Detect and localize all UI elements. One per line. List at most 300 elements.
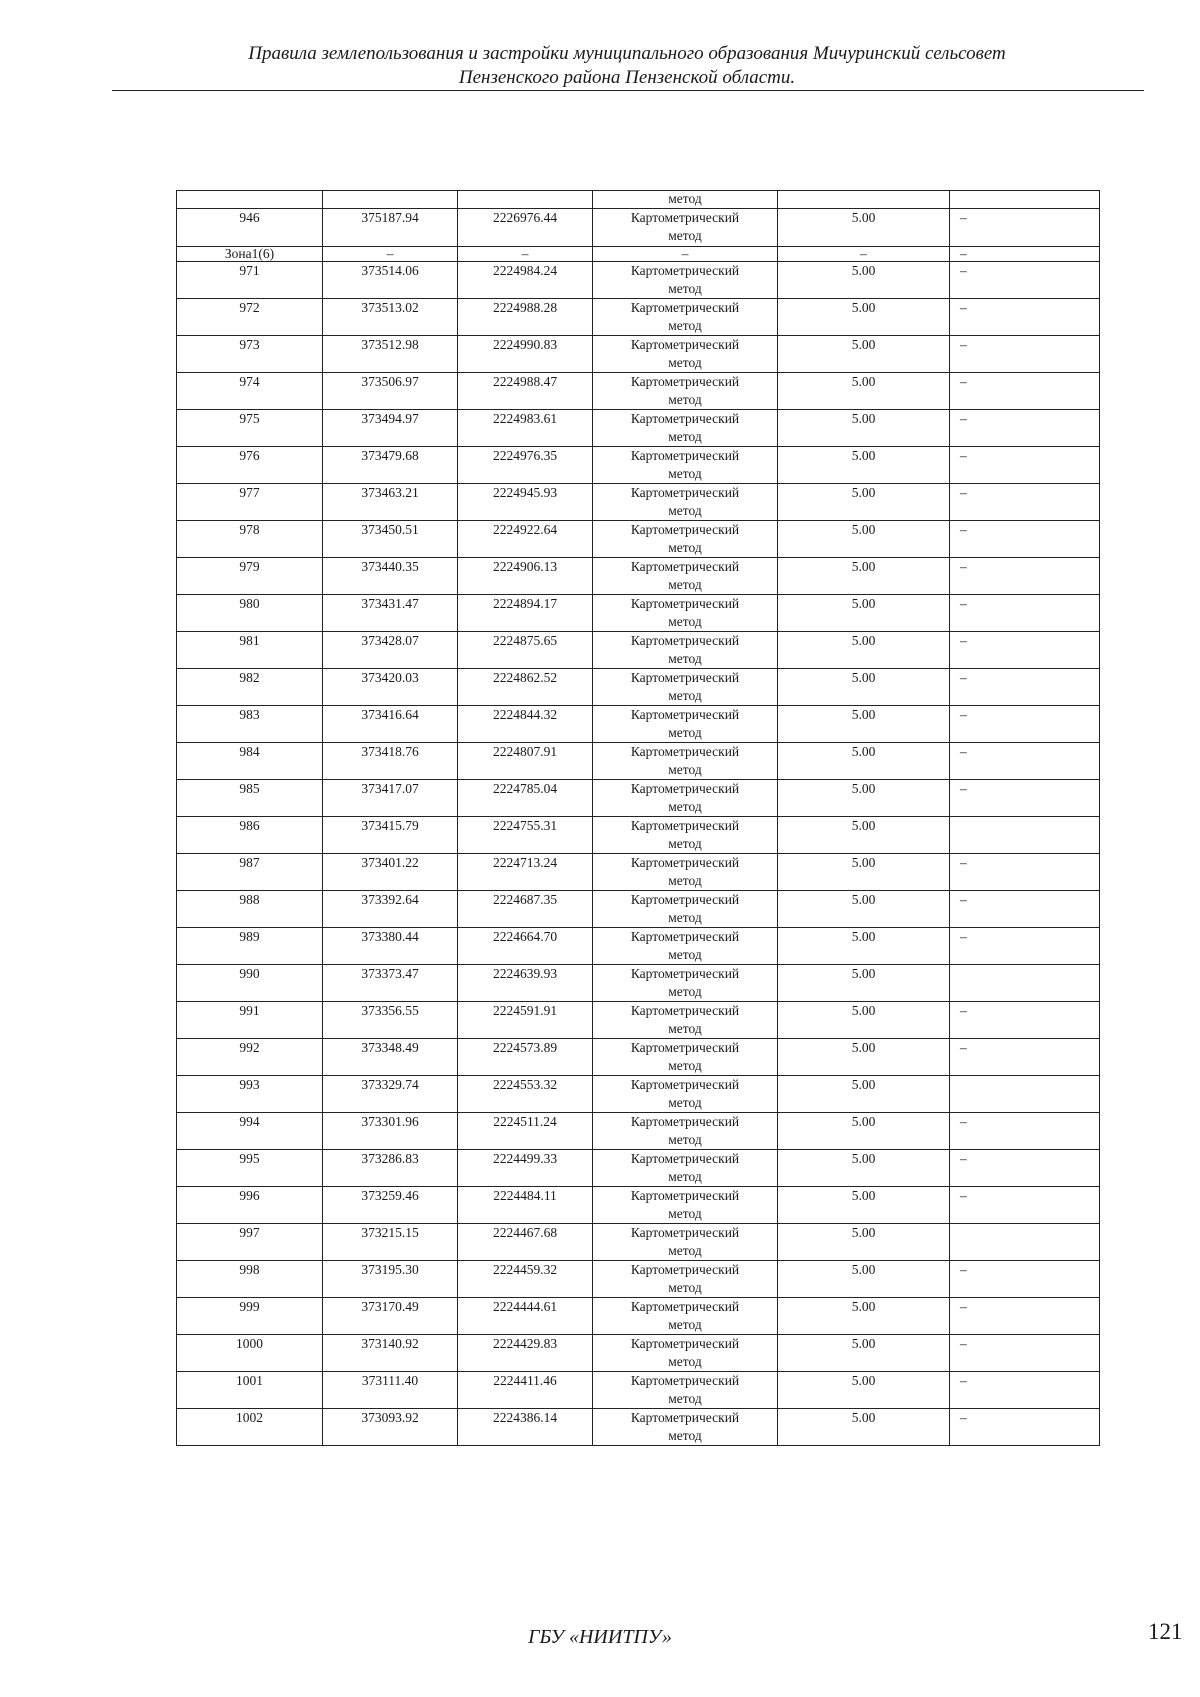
method-line-1: Картометрический bbox=[630, 1077, 740, 1092]
method-line-1: Картометрический bbox=[630, 1225, 740, 1240]
method-line-2: метод bbox=[668, 984, 702, 999]
cell-x: – bbox=[323, 247, 458, 262]
method-line-2: метод bbox=[668, 1317, 702, 1332]
method-line-2: метод bbox=[668, 1021, 702, 1036]
cell-accuracy: 5.00 bbox=[778, 817, 950, 854]
cell-x: 373479.68 bbox=[323, 447, 458, 484]
method-line-1: Картометрический bbox=[630, 411, 740, 426]
method-line-2: метод bbox=[668, 228, 702, 243]
cell-y: 2224467.68 bbox=[458, 1224, 593, 1261]
cell-x: 373417.07 bbox=[323, 780, 458, 817]
cell-x: 373506.97 bbox=[323, 373, 458, 410]
method-line-1: Картометрический bbox=[630, 485, 740, 500]
table-row bbox=[177, 706, 1100, 743]
cell-x: 373428.07 bbox=[323, 632, 458, 669]
table-row bbox=[177, 1224, 1100, 1261]
cell-x: 373401.22 bbox=[323, 854, 458, 891]
cell-method bbox=[593, 854, 778, 891]
cell-note: – bbox=[950, 706, 1100, 743]
method-line-2: метод bbox=[668, 1354, 702, 1369]
cell-method: – bbox=[593, 247, 778, 262]
cell-y: 2224990.83 bbox=[458, 336, 593, 373]
cell-x: 373450.51 bbox=[323, 521, 458, 558]
cell-y: 2224984.24 bbox=[458, 262, 593, 299]
method-line-1: Картометрический bbox=[630, 1188, 740, 1203]
method-line-1: Картометрический bbox=[630, 374, 740, 389]
cell-y: 2224444.61 bbox=[458, 1298, 593, 1335]
cell-point: 977 bbox=[177, 484, 323, 521]
method-line-2: метод bbox=[668, 725, 702, 740]
cell-x: 373418.76 bbox=[323, 743, 458, 780]
cell-note: – bbox=[950, 410, 1100, 447]
method-line-2: метод bbox=[668, 688, 702, 703]
cell-accuracy: 5.00 bbox=[778, 1409, 950, 1446]
cell-note: – bbox=[950, 632, 1100, 669]
method-line-1: Картометрический bbox=[630, 1151, 740, 1166]
cell-method bbox=[593, 595, 778, 632]
method-line-2: метод bbox=[668, 466, 702, 481]
cell-accuracy: 5.00 bbox=[778, 521, 950, 558]
cell-method bbox=[593, 558, 778, 595]
cell-point: 998 bbox=[177, 1261, 323, 1298]
cell-accuracy: 5.00 bbox=[778, 1224, 950, 1261]
cell-y: 2224894.17 bbox=[458, 595, 593, 632]
cell-note: – bbox=[950, 595, 1100, 632]
cell-y: 2224499.33 bbox=[458, 1150, 593, 1187]
cell-method bbox=[593, 262, 778, 299]
cell-x: 373301.96 bbox=[323, 1113, 458, 1150]
cell-method bbox=[593, 1409, 778, 1446]
table-row bbox=[177, 1261, 1100, 1298]
method-line-1: Картометрический bbox=[630, 1040, 740, 1055]
method-line-2: метод bbox=[668, 503, 702, 518]
method-line-1: Картометрический bbox=[630, 559, 740, 574]
cell-note: – bbox=[950, 891, 1100, 928]
cell-y: 2224844.32 bbox=[458, 706, 593, 743]
method-line-1: Картометрический bbox=[630, 263, 740, 278]
method-line-1: Картометрический bbox=[630, 929, 740, 944]
cell-accuracy: 5.00 bbox=[778, 558, 950, 595]
cell-note: – bbox=[950, 1409, 1100, 1446]
coordinates-table bbox=[176, 190, 1100, 1446]
table-row bbox=[177, 299, 1100, 336]
method-line-2: метод bbox=[668, 1391, 702, 1406]
cell-point: 982 bbox=[177, 669, 323, 706]
table-row bbox=[177, 1150, 1100, 1187]
table-row bbox=[177, 1187, 1100, 1224]
cell-y bbox=[458, 191, 593, 209]
method-line-2: метод bbox=[668, 1243, 702, 1258]
cell-note: – bbox=[950, 1261, 1100, 1298]
cell-note: – bbox=[950, 1039, 1100, 1076]
cell-method bbox=[593, 1039, 778, 1076]
cell-accuracy: 5.00 bbox=[778, 1002, 950, 1039]
table-row bbox=[177, 521, 1100, 558]
cell-method bbox=[593, 928, 778, 965]
cell-note: – bbox=[950, 928, 1100, 965]
cell-point: 999 bbox=[177, 1298, 323, 1335]
cell-accuracy: 5.00 bbox=[778, 928, 950, 965]
page-header bbox=[112, 42, 1142, 90]
cell-accuracy: 5.00 bbox=[778, 410, 950, 447]
method-line-1: Картометрический bbox=[630, 596, 740, 611]
cell-point: 974 bbox=[177, 373, 323, 410]
cell-method bbox=[593, 632, 778, 669]
table-row bbox=[177, 1372, 1100, 1409]
table-row bbox=[177, 1335, 1100, 1372]
cell-method bbox=[593, 1113, 778, 1150]
method-line-2: метод bbox=[668, 355, 702, 370]
footer-org: ГБУ «НИИТПУ» bbox=[528, 1626, 672, 1648]
cell-y: 2224922.64 bbox=[458, 521, 593, 558]
cell-x: 373512.98 bbox=[323, 336, 458, 373]
cell-x: 373415.79 bbox=[323, 817, 458, 854]
cell-point: 946 bbox=[177, 209, 323, 247]
method-line-2: метод bbox=[668, 1132, 702, 1147]
cell-method bbox=[593, 1002, 778, 1039]
cell-note bbox=[950, 1076, 1100, 1113]
cell-accuracy: 5.00 bbox=[778, 965, 950, 1002]
cell-method bbox=[593, 1372, 778, 1409]
method-line-1: Картометрический bbox=[630, 1336, 740, 1351]
cell-note: – bbox=[950, 558, 1100, 595]
cell-method bbox=[593, 373, 778, 410]
method-line-1: Картометрический bbox=[630, 670, 740, 685]
cell-y: 2224484.11 bbox=[458, 1187, 593, 1224]
cell-x: 373348.49 bbox=[323, 1039, 458, 1076]
cell-method: метод bbox=[593, 191, 778, 209]
cell-method bbox=[593, 965, 778, 1002]
cell-point: 971 bbox=[177, 262, 323, 299]
cell-note: – bbox=[950, 1335, 1100, 1372]
cell-method bbox=[593, 484, 778, 521]
cell-accuracy: – bbox=[778, 247, 950, 262]
cell-accuracy: 5.00 bbox=[778, 780, 950, 817]
cell-y: 2224875.65 bbox=[458, 632, 593, 669]
cell-accuracy: 5.00 bbox=[778, 595, 950, 632]
cell-accuracy: 5.00 bbox=[778, 1261, 950, 1298]
cell-accuracy: 5.00 bbox=[778, 632, 950, 669]
header-rule bbox=[112, 90, 1144, 91]
cell-accuracy: 5.00 bbox=[778, 336, 950, 373]
header-line-1: Правила землепользования и застройки муниципального образования Мичуринский сельсовет bbox=[248, 43, 1006, 64]
method-line-2: метод bbox=[668, 1058, 702, 1073]
cell-zone-name: Зона1(6) bbox=[177, 247, 323, 262]
table-row-continued bbox=[177, 191, 1100, 209]
method-line-2: метод bbox=[668, 1428, 702, 1443]
cell-point: 989 bbox=[177, 928, 323, 965]
cell-point: 991 bbox=[177, 1002, 323, 1039]
cell-accuracy: 5.00 bbox=[778, 484, 950, 521]
method-line-1: Картометрический bbox=[630, 448, 740, 463]
method-line-1: Картометрический bbox=[630, 1003, 740, 1018]
table-row bbox=[177, 1298, 1100, 1335]
cell-point: 986 bbox=[177, 817, 323, 854]
cell-point: 997 bbox=[177, 1224, 323, 1261]
table-row-zone bbox=[177, 247, 1100, 262]
method-line-2: метод bbox=[668, 540, 702, 555]
cell-point: 988 bbox=[177, 891, 323, 928]
method-line-1: Картометрический bbox=[630, 781, 740, 796]
method-line-2: метод bbox=[668, 873, 702, 888]
cell-y: 2224862.52 bbox=[458, 669, 593, 706]
cell-method bbox=[593, 1224, 778, 1261]
cell-x: 373420.03 bbox=[323, 669, 458, 706]
method-line-2: метод bbox=[668, 392, 702, 407]
cell-x: 373111.40 bbox=[323, 1372, 458, 1409]
cell-accuracy: 5.00 bbox=[778, 669, 950, 706]
method-line-2: метод bbox=[668, 614, 702, 629]
method-line-2: метод bbox=[668, 318, 702, 333]
cell-note: – bbox=[950, 373, 1100, 410]
method-line-2: метод bbox=[668, 429, 702, 444]
cell-note: – bbox=[950, 247, 1100, 262]
cell-y: 2224976.35 bbox=[458, 447, 593, 484]
cell-note: – bbox=[950, 854, 1100, 891]
cell-method bbox=[593, 743, 778, 780]
cell-note bbox=[950, 965, 1100, 1002]
method-line-1: Картометрический bbox=[630, 633, 740, 648]
table-row bbox=[177, 743, 1100, 780]
cell-note: – bbox=[950, 669, 1100, 706]
cell-x: 373140.92 bbox=[323, 1335, 458, 1372]
cell-note bbox=[950, 191, 1100, 209]
cell-method bbox=[593, 1076, 778, 1113]
cell-method bbox=[593, 817, 778, 854]
coordinates-table-body bbox=[177, 191, 1100, 1446]
cell-y: 2224988.28 bbox=[458, 299, 593, 336]
cell-y: 2224591.91 bbox=[458, 1002, 593, 1039]
cell-point: 987 bbox=[177, 854, 323, 891]
cell-note: – bbox=[950, 780, 1100, 817]
cell-x: 373195.30 bbox=[323, 1261, 458, 1298]
cell-x: 373373.47 bbox=[323, 965, 458, 1002]
cell-method bbox=[593, 299, 778, 336]
cell-method bbox=[593, 1335, 778, 1372]
cell-accuracy: 5.00 bbox=[778, 1150, 950, 1187]
cell-point: 973 bbox=[177, 336, 323, 373]
table-row bbox=[177, 817, 1100, 854]
cell-method bbox=[593, 669, 778, 706]
cell-note: – bbox=[950, 209, 1100, 247]
cell-point: 983 bbox=[177, 706, 323, 743]
table-row bbox=[177, 595, 1100, 632]
method-line-2: метод bbox=[668, 799, 702, 814]
cell-accuracy: 5.00 bbox=[778, 1298, 950, 1335]
cell-note: – bbox=[950, 1298, 1100, 1335]
cell-accuracy: 5.00 bbox=[778, 854, 950, 891]
cell-x: 373431.47 bbox=[323, 595, 458, 632]
cell-point: 990 bbox=[177, 965, 323, 1002]
cell-x: 373416.64 bbox=[323, 706, 458, 743]
cell-accuracy: 5.00 bbox=[778, 1076, 950, 1113]
cell-method bbox=[593, 706, 778, 743]
method-line-1: Картометрический bbox=[630, 300, 740, 315]
table-row bbox=[177, 373, 1100, 410]
method-line-1: Картометрический bbox=[630, 210, 740, 225]
cell-note: – bbox=[950, 521, 1100, 558]
table-row bbox=[177, 928, 1100, 965]
cell-accuracy: 5.00 bbox=[778, 1039, 950, 1076]
cell-x: 375187.94 bbox=[323, 209, 458, 247]
table-row bbox=[177, 447, 1100, 484]
cell-point: 985 bbox=[177, 780, 323, 817]
method-line-1: Картометрический bbox=[630, 892, 740, 907]
cell-y: 2224429.83 bbox=[458, 1335, 593, 1372]
cell-method bbox=[593, 1187, 778, 1224]
cell-accuracy: 5.00 bbox=[778, 891, 950, 928]
cell-x bbox=[323, 191, 458, 209]
cell-y: 2224906.13 bbox=[458, 558, 593, 595]
cell-accuracy: 5.00 bbox=[778, 743, 950, 780]
cell-note: – bbox=[950, 299, 1100, 336]
cell-x: 373286.83 bbox=[323, 1150, 458, 1187]
table-row bbox=[177, 336, 1100, 373]
cell-accuracy: 5.00 bbox=[778, 1335, 950, 1372]
cell-method bbox=[593, 209, 778, 247]
cell-y: 2224713.24 bbox=[458, 854, 593, 891]
cell-point: 1000 bbox=[177, 1335, 323, 1372]
cell-note: – bbox=[950, 1002, 1100, 1039]
cell-method bbox=[593, 780, 778, 817]
cell-note: – bbox=[950, 1150, 1100, 1187]
cell-note: – bbox=[950, 1372, 1100, 1409]
cell-accuracy: 5.00 bbox=[778, 1113, 950, 1150]
cell-point: 984 bbox=[177, 743, 323, 780]
cell-x: 373093.92 bbox=[323, 1409, 458, 1446]
cell-y: 2224988.47 bbox=[458, 373, 593, 410]
cell-accuracy: 5.00 bbox=[778, 262, 950, 299]
cell-x: 373392.64 bbox=[323, 891, 458, 928]
table-row bbox=[177, 891, 1100, 928]
cell-y: 2224945.93 bbox=[458, 484, 593, 521]
cell-method bbox=[593, 1261, 778, 1298]
cell-note: – bbox=[950, 1113, 1100, 1150]
cell-y: 2224459.32 bbox=[458, 1261, 593, 1298]
cell-x: 373259.46 bbox=[323, 1187, 458, 1224]
table-row bbox=[177, 965, 1100, 1002]
method-line-2: метод bbox=[668, 1169, 702, 1184]
method-line-1: Картометрический bbox=[630, 818, 740, 833]
cell-y: 2224755.31 bbox=[458, 817, 593, 854]
cell-method bbox=[593, 447, 778, 484]
cell-note: – bbox=[950, 336, 1100, 373]
method-line-2: метод bbox=[668, 762, 702, 777]
table-row bbox=[177, 1002, 1100, 1039]
method-line-1: Картометрический bbox=[630, 744, 740, 759]
table-row bbox=[177, 669, 1100, 706]
method-line-1: Картометрический bbox=[630, 1262, 740, 1277]
cell-y: 2224983.61 bbox=[458, 410, 593, 447]
cell-y: 2224386.14 bbox=[458, 1409, 593, 1446]
cell-x: 373380.44 bbox=[323, 928, 458, 965]
cell-point: 993 bbox=[177, 1076, 323, 1113]
method-line-2: метод bbox=[668, 577, 702, 592]
method-line-1: Картометрический bbox=[630, 1373, 740, 1388]
table-row bbox=[177, 262, 1100, 299]
cell-accuracy: 5.00 bbox=[778, 1372, 950, 1409]
method-line-1: Картометрический bbox=[630, 966, 740, 981]
cell-accuracy: 5.00 bbox=[778, 1187, 950, 1224]
cell-x: 373514.06 bbox=[323, 262, 458, 299]
cell-note bbox=[950, 817, 1100, 854]
table-row bbox=[177, 1113, 1100, 1150]
cell-method bbox=[593, 1298, 778, 1335]
method-line-1: Картометрический bbox=[630, 1410, 740, 1425]
cell-y: 2224807.91 bbox=[458, 743, 593, 780]
cell-point: 992 bbox=[177, 1039, 323, 1076]
cell-y: 2224664.70 bbox=[458, 928, 593, 965]
table-row bbox=[177, 558, 1100, 595]
method-line-1: Картометрический bbox=[630, 1114, 740, 1129]
cell-x: 373170.49 bbox=[323, 1298, 458, 1335]
cell-point: 994 bbox=[177, 1113, 323, 1150]
cell-method bbox=[593, 1150, 778, 1187]
cell-y: – bbox=[458, 247, 593, 262]
cell-y: 2224785.04 bbox=[458, 780, 593, 817]
cell-point: 978 bbox=[177, 521, 323, 558]
cell-note: – bbox=[950, 1187, 1100, 1224]
cell-y: 2226976.44 bbox=[458, 209, 593, 247]
cell-x: 373215.15 bbox=[323, 1224, 458, 1261]
cell-note: – bbox=[950, 743, 1100, 780]
cell-x: 373440.35 bbox=[323, 558, 458, 595]
cell-y: 2224687.35 bbox=[458, 891, 593, 928]
cell-point: 995 bbox=[177, 1150, 323, 1187]
cell-point: 980 bbox=[177, 595, 323, 632]
table-row bbox=[177, 484, 1100, 521]
cell-note bbox=[950, 1224, 1100, 1261]
table-row bbox=[177, 1076, 1100, 1113]
cell-note: – bbox=[950, 262, 1100, 299]
cell-point: 996 bbox=[177, 1187, 323, 1224]
method-line-2: метод bbox=[668, 947, 702, 962]
method-line-2: метод bbox=[668, 910, 702, 925]
table-row bbox=[177, 1039, 1100, 1076]
method-line-2: метод bbox=[668, 1280, 702, 1295]
cell-accuracy: 5.00 bbox=[778, 706, 950, 743]
cell-x: 373513.02 bbox=[323, 299, 458, 336]
cell-accuracy: 5.00 bbox=[778, 209, 950, 247]
cell-x: 373356.55 bbox=[323, 1002, 458, 1039]
cell-accuracy: 5.00 bbox=[778, 299, 950, 336]
cell-accuracy: 5.00 bbox=[778, 447, 950, 484]
cell-point: 976 bbox=[177, 447, 323, 484]
table-row bbox=[177, 780, 1100, 817]
cell-method bbox=[593, 410, 778, 447]
method-line-1: Картометрический bbox=[630, 1299, 740, 1314]
cell-method bbox=[593, 521, 778, 558]
cell-x: 373494.97 bbox=[323, 410, 458, 447]
table-row bbox=[177, 854, 1100, 891]
page-number: 121 bbox=[1148, 1619, 1183, 1644]
cell-point: 981 bbox=[177, 632, 323, 669]
cell-note: – bbox=[950, 447, 1100, 484]
cell-point: 972 bbox=[177, 299, 323, 336]
method-line-2: метод bbox=[668, 836, 702, 851]
method-line-1: Картометрический bbox=[630, 522, 740, 537]
table-row bbox=[177, 1409, 1100, 1446]
cell-y: 2224573.89 bbox=[458, 1039, 593, 1076]
table-row bbox=[177, 410, 1100, 447]
method-line-1: Картометрический bbox=[630, 855, 740, 870]
method-line-2: метод bbox=[668, 281, 702, 296]
cell-point bbox=[177, 191, 323, 209]
method-line-2: метод bbox=[668, 1206, 702, 1221]
cell-point: 979 bbox=[177, 558, 323, 595]
method-line-2: метод bbox=[668, 651, 702, 666]
cell-point: 1001 bbox=[177, 1372, 323, 1409]
